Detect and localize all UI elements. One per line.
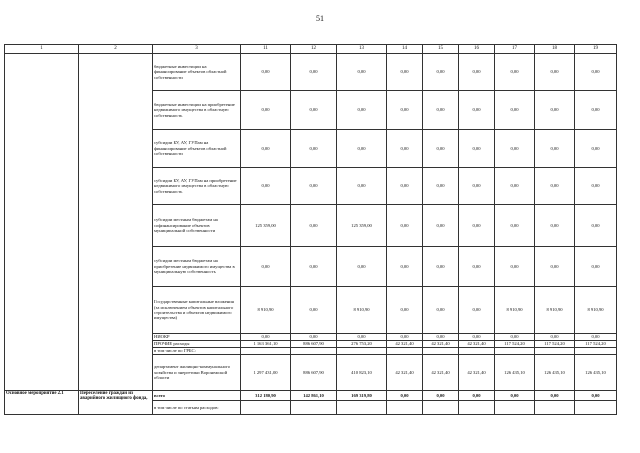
value-cell: 169 319,80 <box>337 391 387 401</box>
value-cell: 8 910,90 <box>241 287 291 334</box>
value-cell: 0,00 <box>291 54 337 91</box>
header-row <box>5 45 617 54</box>
value-cell: 0,00 <box>423 130 459 168</box>
value-cell: 117 524,20 <box>535 341 575 348</box>
value-cell: 42 321,40 <box>423 355 459 391</box>
measure-title: Основное мероприятие 2.1 <box>5 391 79 415</box>
value-cell: 0,00 <box>575 91 617 130</box>
value-cell: 0,00 <box>495 168 535 205</box>
value-cell: 0,00 <box>241 247 291 287</box>
value-cell: 0,00 <box>495 91 535 130</box>
header-cell: 12 <box>291 45 337 54</box>
value-cell: 0,00 <box>535 391 575 401</box>
value-cell: 410 823,10 <box>337 355 387 391</box>
header-cell: 13 <box>337 45 387 54</box>
value-cell: 0,00 <box>337 334 387 341</box>
value-cell: 0,00 <box>337 54 387 91</box>
page-number: 51 <box>316 14 324 23</box>
value-cell: 126 435,10 <box>535 355 575 391</box>
value-cell: 0,00 <box>495 247 535 287</box>
value-cell: 1 297 431,00 <box>241 355 291 391</box>
row-label: субсидии БУ, АУ, ГУПам на финансирование объектов областной собственности <box>153 130 241 168</box>
header-cell: 3 <box>153 45 241 54</box>
value-cell: 0,00 <box>575 334 617 341</box>
value-cell: 0,00 <box>459 334 495 341</box>
value-cell: 0,00 <box>423 54 459 91</box>
value-cell: 0,00 <box>241 130 291 168</box>
value-cell: 117 524,20 <box>575 341 617 348</box>
value-cell: 117 524,20 <box>495 341 535 348</box>
value-cell: 8 910,90 <box>337 287 387 334</box>
value-cell <box>337 401 387 415</box>
value-cell <box>241 401 291 415</box>
value-cell: 886 607,90 <box>291 355 337 391</box>
value-cell: 0,00 <box>575 168 617 205</box>
value-cell <box>423 401 459 415</box>
value-cell: 0,00 <box>495 391 535 401</box>
value-cell: 0,00 <box>291 91 337 130</box>
value-cell: 42 321,40 <box>387 355 423 391</box>
row-label: в том числе по ГРБС: <box>153 348 241 355</box>
value-cell: 0,00 <box>291 168 337 205</box>
value-cell: 0,00 <box>337 91 387 130</box>
value-cell: 0,00 <box>387 247 423 287</box>
row-label: субсидии местным бюджетам на приобретение недвижимого имущества в муниципальную собственность <box>153 247 241 287</box>
value-cell: 0,00 <box>459 168 495 205</box>
value-cell: 0,00 <box>459 287 495 334</box>
empty-cell <box>5 54 79 391</box>
value-cell <box>291 401 337 415</box>
value-cell: 0,00 <box>387 130 423 168</box>
measure-description: Переселение граждан из аварийного жилищного фонда, <box>79 391 153 415</box>
value-cell <box>291 348 337 355</box>
value-cell: 0,00 <box>337 130 387 168</box>
value-cell: 42 321,40 <box>387 341 423 348</box>
value-cell: 8 910,90 <box>535 287 575 334</box>
value-cell: 0,00 <box>337 247 387 287</box>
row-label: в том числе по статьям расходов: <box>153 401 241 415</box>
value-cell: 125 359,00 <box>241 205 291 247</box>
value-cell: 312 180,90 <box>241 391 291 401</box>
value-cell: 0,00 <box>459 91 495 130</box>
header-cell: 11 <box>241 45 291 54</box>
row-label: субсидии БУ, АУ, ГУПам на приобретение недвижимого имущества в областную собственность <box>153 168 241 205</box>
row-label: Государственные капитальные вложения (за исключением объектов капитального строительства и объектов недвижимого имущества) <box>153 287 241 334</box>
row-label: ПРОЧИЕ расходы <box>153 341 241 348</box>
header-cell: 15 <box>423 45 459 54</box>
value-cell <box>387 348 423 355</box>
value-cell: 42 321,40 <box>459 341 495 348</box>
value-cell <box>459 348 495 355</box>
value-cell <box>337 348 387 355</box>
row-label: бюджетные инвестиции на приобретение недвижимого имущества в областную собственность <box>153 91 241 130</box>
header-cell: 14 <box>387 45 423 54</box>
header-cell: 2 <box>79 45 153 54</box>
value-cell: 0,00 <box>241 168 291 205</box>
value-cell: 0,00 <box>291 247 337 287</box>
value-cell: 276 753,20 <box>337 341 387 348</box>
value-cell: 0,00 <box>387 91 423 130</box>
value-cell: 0,00 <box>535 54 575 91</box>
value-cell: 0,00 <box>495 54 535 91</box>
value-cell <box>423 348 459 355</box>
value-cell: 142 861,10 <box>291 391 337 401</box>
value-cell: 0,00 <box>459 130 495 168</box>
value-cell <box>575 348 617 355</box>
table-row <box>5 391 617 401</box>
value-cell: 0,00 <box>535 247 575 287</box>
value-cell: 0,00 <box>387 334 423 341</box>
value-cell: 0,00 <box>459 391 495 401</box>
value-cell: 0,00 <box>575 247 617 287</box>
value-cell: 0,00 <box>535 205 575 247</box>
value-cell: 0,00 <box>575 130 617 168</box>
value-cell: 886 607,90 <box>291 341 337 348</box>
value-cell: 0,00 <box>423 205 459 247</box>
value-cell <box>387 401 423 415</box>
value-cell: 0,00 <box>423 168 459 205</box>
header-cell: 16 <box>459 45 495 54</box>
value-cell: 0,00 <box>241 54 291 91</box>
row-label: всего <box>153 391 241 401</box>
value-cell <box>535 348 575 355</box>
value-cell: 0,00 <box>535 168 575 205</box>
budget-table <box>4 44 617 415</box>
value-cell: 0,00 <box>495 130 535 168</box>
value-cell: 0,00 <box>535 334 575 341</box>
row-label: бюджетные инвестиции на финансирование объектов областной собственности <box>153 54 241 91</box>
value-cell: 0,00 <box>495 334 535 341</box>
header-cell: 1 <box>5 45 79 54</box>
value-cell: 0,00 <box>241 91 291 130</box>
value-cell: 0,00 <box>535 130 575 168</box>
value-cell: 0,00 <box>423 334 459 341</box>
value-cell: 0,00 <box>387 287 423 334</box>
row-label: департамент жилищно-коммунального хозяйства и энергетики Воронежской области <box>153 355 241 391</box>
row-label: субсидии местным бюджетам на софинансирование объектов муниципальной собственности <box>153 205 241 247</box>
value-cell: 0,00 <box>337 168 387 205</box>
value-cell: 0,00 <box>291 130 337 168</box>
value-cell: 0,00 <box>291 205 337 247</box>
value-cell: 0,00 <box>575 391 617 401</box>
value-cell: 0,00 <box>459 205 495 247</box>
value-cell: 126 435,10 <box>495 355 535 391</box>
value-cell <box>495 348 535 355</box>
value-cell: 0,00 <box>387 54 423 91</box>
value-cell: 0,00 <box>291 287 337 334</box>
value-cell: 0,00 <box>241 334 291 341</box>
value-cell <box>535 401 575 415</box>
value-cell: 8 910,90 <box>495 287 535 334</box>
value-cell <box>459 401 495 415</box>
header-cell: 18 <box>535 45 575 54</box>
value-cell: 42 321,40 <box>459 355 495 391</box>
value-cell: 0,00 <box>423 247 459 287</box>
value-cell: 0,00 <box>291 334 337 341</box>
value-cell: 0,00 <box>387 205 423 247</box>
header-cell: 19 <box>575 45 617 54</box>
value-cell: 0,00 <box>423 391 459 401</box>
value-cell: 0,00 <box>495 205 535 247</box>
value-cell: 126 435,10 <box>575 355 617 391</box>
value-cell: 0,00 <box>459 54 495 91</box>
table-row <box>5 54 617 91</box>
value-cell: 0,00 <box>535 91 575 130</box>
value-cell: 8 910,90 <box>575 287 617 334</box>
value-cell <box>575 401 617 415</box>
value-cell: 125 359,00 <box>337 205 387 247</box>
value-cell: 42 321,40 <box>423 341 459 348</box>
value-cell <box>241 348 291 355</box>
row-label: НИОКР <box>153 334 241 341</box>
value-cell: 0,00 <box>387 168 423 205</box>
value-cell: 0,00 <box>575 54 617 91</box>
value-cell: 0,00 <box>459 247 495 287</box>
value-cell: 1 163 361,10 <box>241 341 291 348</box>
value-cell: 0,00 <box>387 391 423 401</box>
value-cell: 0,00 <box>575 205 617 247</box>
value-cell: 0,00 <box>423 287 459 334</box>
empty-cell <box>79 54 153 391</box>
header-cell: 17 <box>495 45 535 54</box>
value-cell: 0,00 <box>423 91 459 130</box>
value-cell <box>495 401 535 415</box>
